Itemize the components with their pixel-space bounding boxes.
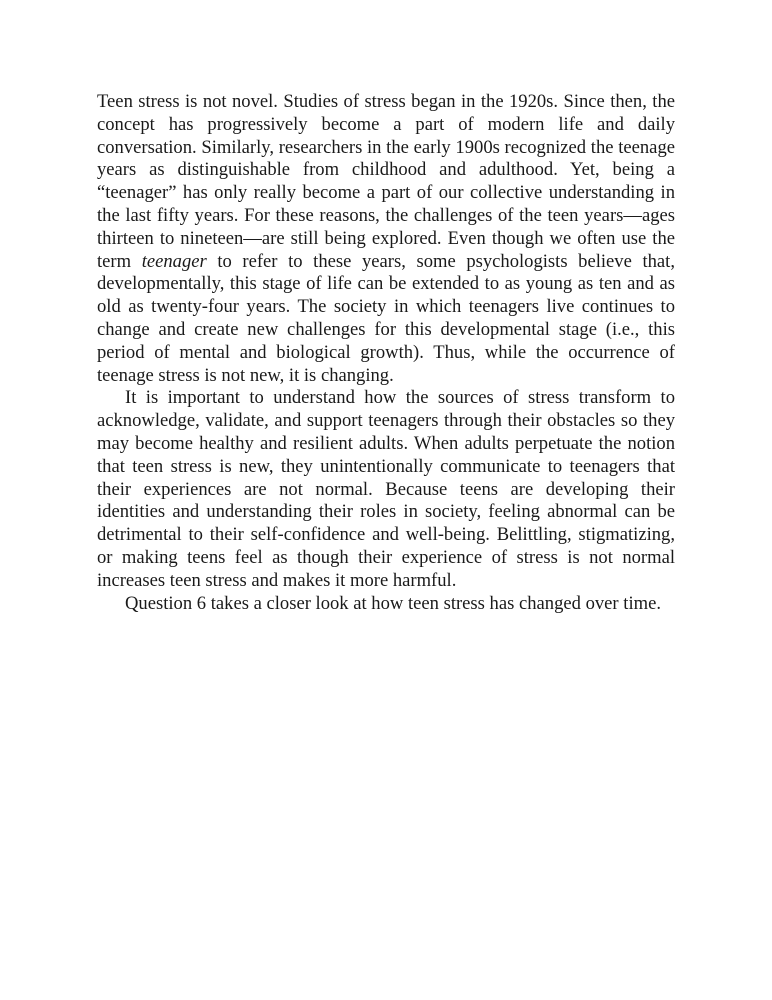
paragraph-1-text-before: Teen stress is not novel. Studies of stress began in the 1920s. Since then, the concept has progressively become a part of modern life and daily conversation. Similarly, researchers in the early 1900s recognized the teenage years as distinguishable from childhood and adulthood. Yet, being a “teenager” has only really become a part of our collective understanding in the last fifty years. For these reasons, the challenges of the teen years—ages thirteen to nineteen—are still being explored. Even though we often use the term (97, 91, 675, 272)
paragraph-3: Question 6 takes a closer look at how teen stress has changed over time. (125, 592, 661, 614)
paragraph-2: It is important to understand how the sources of stress transform to acknowledge, validate, and support teenagers through their obstacles so they may become healthy and resilient adults. When adults perpetuate the notion that teen stress is new, they unintentionally communicate to teenagers that their experiences are not normal. Because teens are developing their identities and understanding their roles in society, feeling abnormal can be detrimental to their self-confidence and well-being. Belittling, stigmatizing, or making teens feel as though their experience of stress is not normal increases teen stress and makes it more harmful. (97, 387, 675, 591)
paragraph-1 (97, 91, 675, 387)
emphasized-term: teenager (141, 250, 207, 272)
paragraph-1-text-after: to refer to these years, some psychologists believe that, developmentally, this stage of life can be extended to as young as ten and as old as twenty-four years. The society in which teenagers live continues to change and create new challenges for this developmental stage (i.e., this period of mental and biological growth). Thus, while the occurrence of teenage stress is not new, it is changing. (97, 250, 675, 386)
body-text (97, 91, 675, 615)
